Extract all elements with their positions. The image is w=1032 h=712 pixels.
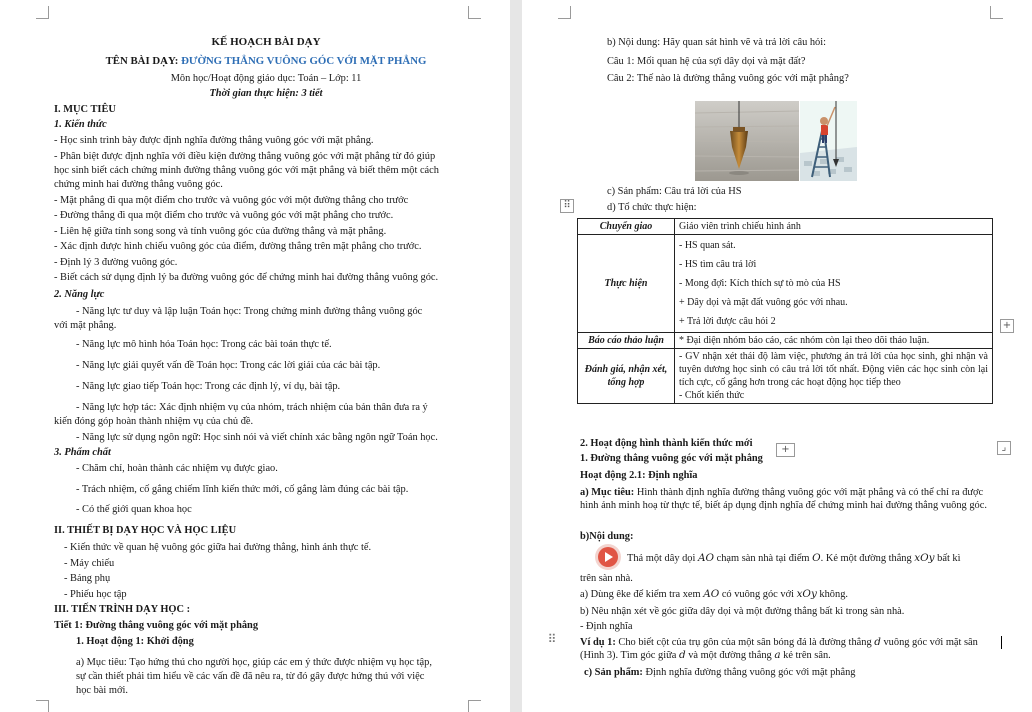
paragraph: [580, 636, 1000, 662]
move-handle-icon[interactable]: ⠿: [560, 199, 574, 213]
text-line: - Trách nhiệm, cố gắng chiếm lĩnh kiến thức mới, cố gắng làm đúng các bài tập.: [76, 484, 409, 495]
doc-title: KẾ HOẠCH BÀI DẠY: [211, 36, 321, 48]
section-heading: 2. Hoạt động hình thành kiến thức mới: [580, 438, 753, 449]
subsection-heading: Tiết 1: Đường thẳng vuông góc với mặt phẳng: [54, 620, 259, 631]
section-heading: III. TIẾN TRÌNH DẠY HỌC :: [54, 604, 191, 615]
text-line: với mặt phẳng.: [54, 320, 117, 331]
text-line: kiến đóng góp hoàn thành nhiệm vụ của chủ đề.: [54, 416, 254, 427]
cell-line: - Chốt kiến thức: [679, 390, 745, 401]
text-line: học sinh biết cách chứng minh đường thẳng vuông góc với mặt phẳng và biết thêm một cách: [54, 165, 439, 176]
text-line: - Năng lực tư duy và lập luận Toán học: Trong chứng minh đường thẳng vuông góc: [76, 306, 423, 317]
text-line: b) Nội dung: Hãy quan sát hình vẽ và trả lời câu hỏi:: [607, 37, 827, 48]
duration-line: Thời gian thực hiện: 3 tiết: [209, 88, 323, 99]
paragraph-text: Cho biết cột của trụ gôn của một sân bóng đá là đường thẳng 𝑑 vuông góc với mặt sân (Hình 3). Tìm góc giữa 𝑑 và một đường thẳng 𝑎 kẻ trên sân.: [580, 637, 978, 661]
text-line: a) Mục tiêu: Tạo hứng thú cho người học, giúp các em ý thức được nhiệm vụ học tập,: [76, 657, 432, 668]
text-line: - Phân biệt được định nghĩa với điều kiện đường thẳng vuông góc với mặt phẳng từ đó giúp: [54, 151, 436, 162]
crop-mark: [36, 700, 49, 712]
ladder-illustration[interactable]: [800, 101, 857, 181]
table-row: [578, 235, 993, 333]
table-cell-header: Thực hiện: [578, 235, 675, 333]
cell-line: - Mong đợi: Kích thích sự tò mò của HS: [679, 278, 841, 289]
table-cell[interactable]: * Đại diện nhóm báo cáo, các nhóm còn lại theo dõi thảo luận.: [675, 333, 993, 349]
cell-line: - HS tìm câu trả lời: [679, 259, 757, 270]
cell-line: - GV nhận xét thái độ làm việc, phương án trả lời của học sinh, ghi nhận và tuyên dương học sinh có câu trả lời tốt nhất. Động viên các học sinh còn lại tích cực, cố gắng hơn trong các hoạt động học tiếp theo: [679, 351, 988, 388]
crop-mark: [36, 6, 49, 19]
lesson-name: ĐƯỜNG THẲNG VUÔNG GÓC VỚI MẶT PHẲNG: [181, 55, 427, 67]
subsection-heading: Hoạt động 2.1: Định nghĩa: [580, 470, 698, 481]
text-line: - Năng lực giải quyết vấn đề Toán học: Trong các lời giải của các bài tập.: [76, 360, 381, 371]
text-line: trên sàn nhà.: [580, 573, 633, 584]
text-line: Thả một dây dọi 𝐴𝑂 chạm sàn nhà tại điểm 𝑂. Kẻ một đường thẳng 𝑥𝑂𝑦 bất kì: [627, 553, 961, 564]
paragraph-text: Hình thành định nghĩa đường thẳng vuông góc với mặt phẳng và có thể chỉ ra được hình ảnh minh hoạ từ thực tế, biết áp dụng định nghĩa để chứng minh hai đường thẳng vuông góc.: [580, 487, 987, 511]
crop-mark: [468, 700, 481, 712]
paragraph: [580, 486, 994, 512]
text-line: - Biết cách sử dụng định lý ba đường vuông góc để chứng minh hai đường thẳng vuông góc.: [54, 272, 439, 283]
document-page-left[interactable]: [0, 0, 510, 712]
text-line: - Học sinh trình bày được định nghĩa đường thẳng vuông góc với mặt phẳng.: [54, 135, 374, 146]
table-resize-icon[interactable]: ⌟: [997, 441, 1011, 455]
plumb-bob-photo[interactable]: [695, 101, 799, 181]
text-line: - Định lý 3 đường vuông góc.: [54, 257, 178, 268]
text-line: - Năng lực hợp tác: Xác định nhiệm vụ của nhóm, trách nhiệm của bản thân đưa ra ý: [76, 402, 428, 413]
text-line: sự cần thiết phải tìm hiểu về các vấn đề đã nêu ra, từ đó gây được hứng thú với việc: [76, 671, 425, 682]
add-column-icon[interactable]: +: [1000, 319, 1014, 333]
text-line: d) Tổ chức thực hiện:: [607, 202, 697, 213]
text-line: - Xác định được hình chiếu vuông góc của điểm, đường thẳng trên mặt phẳng cho trước.: [54, 241, 422, 252]
label: c) Sản phẩm:: [584, 667, 643, 678]
text-line: Câu 1: Mối quan hệ của sợi dây dọi và mặt đất?: [607, 56, 806, 67]
text-line: học bài mới.: [76, 685, 128, 696]
table-row: [578, 333, 993, 349]
crop-mark: [468, 6, 481, 19]
text-line: - Năng lực mô hình hóa Toán học: Trong các bài toán thực tế.: [76, 339, 332, 350]
text-line: - Năng lực giao tiếp Toán học: Trong các định lý, ví dụ, bài tập.: [76, 381, 341, 392]
text-line: Câu 2: Thế nào là đường thẳng vuông góc với mặt phẳng?: [607, 73, 849, 84]
table-row: [578, 349, 993, 404]
play-icon[interactable]: [595, 544, 621, 570]
lesson-name-line: [50, 55, 482, 68]
text-line: - Kiến thức về quan hệ vuông góc giữa hai đường thẳng, hình ảnh thực tế.: [64, 542, 372, 553]
text-line: - Chăm chỉ, hoàn thành các nhiệm vụ được giao.: [76, 463, 278, 474]
table-cell[interactable]: [675, 349, 993, 404]
crop-mark: [990, 6, 1003, 19]
text-line: c) Sản phẩm: Câu trả lời của HS: [607, 186, 742, 197]
table-cell-header: Báo cáo thảo luận: [578, 333, 675, 349]
add-row-icon[interactable]: +: [776, 443, 795, 457]
page-gap: [511, 0, 521, 712]
table-cell[interactable]: [675, 235, 993, 333]
text-line: - Mặt phẳng đi qua một điểm cho trước và vuông góc với một đường thẳng cho trước: [54, 195, 409, 206]
label: Ví dụ 1:: [580, 637, 616, 648]
text-line: [584, 666, 855, 679]
table-row: [578, 219, 993, 235]
text-line: chứng minh hai đường thẳng vuông góc.: [54, 179, 223, 190]
text-line: - Định nghĩa: [580, 621, 633, 632]
subsection-heading: 1. Đường thẳng vuông góc với mặt phẳng: [580, 453, 763, 464]
text-cursor: [1001, 636, 1002, 649]
subject-line: Môn học/Hoạt động giáo dục: Toán – Lớp: 11: [170, 73, 362, 84]
text-line: - Có thế giới quan khoa học: [76, 504, 192, 515]
drag-handle-icon[interactable]: ⠿: [547, 632, 557, 646]
paragraph-text: Định nghĩa đường thẳng vuông góc với mặt phẳng: [642, 667, 856, 678]
subsection-heading: 3. Phẩm chất: [54, 447, 111, 458]
section-heading: II. THIẾT BỊ DẠY HỌC VÀ HỌC LIỆU: [54, 525, 237, 536]
subsection-heading: 1. Hoạt động 1: Khởi động: [76, 636, 194, 647]
lesson-label: TÊN BÀI DẠY:: [105, 55, 179, 67]
table-cell[interactable]: Giáo viên trình chiếu hình ảnh: [675, 219, 993, 235]
subsection-heading: 2. Năng lực: [54, 289, 105, 300]
text-line: - Đường thẳng đi qua một điểm cho trước và vuông góc với mặt phẳng cho trước.: [54, 210, 394, 221]
cell-line: + Dây dọi và mặt đất vuông góc với nhau.: [679, 297, 848, 308]
text-line: - Bảng phụ: [64, 573, 111, 584]
label: a) Mục tiêu:: [580, 487, 635, 498]
cell-line: + Trả lời được câu hỏi 2: [679, 316, 776, 327]
text-line: - Máy chiếu: [64, 558, 115, 569]
text-line: b) Nêu nhận xét về góc giữa dây dọi và một đường thẳng bất kì trong sàn nhà.: [580, 606, 905, 617]
text-line: - Liên hệ giữa tính song song và tính vuông góc của đường thẳng và mặt phẳng.: [54, 226, 387, 237]
table-cell-header: Chuyển giao: [578, 219, 675, 235]
crop-mark: [558, 6, 571, 19]
activity-table: [577, 218, 993, 404]
cell-line: - HS quan sát.: [679, 240, 736, 251]
text-line: - Phiếu học tập: [64, 589, 127, 600]
text-line: - Năng lực sử dụng ngôn ngữ: Học sinh nói và viết chính xác bằng ngôn ngữ Toán học.: [76, 432, 438, 443]
section-heading: I. MỤC TIÊU: [54, 104, 116, 115]
subsection-heading: b)Nội dung:: [580, 531, 634, 542]
table-cell-header: Đánh giá, nhận xét, tổng hợp: [578, 349, 675, 404]
text-line: a) Dùng êke để kiểm tra xem 𝐴𝑂 có vuông góc với 𝑥𝑂𝑦 không.: [580, 589, 848, 600]
subsection-heading: 1. Kiến thức: [54, 119, 107, 130]
